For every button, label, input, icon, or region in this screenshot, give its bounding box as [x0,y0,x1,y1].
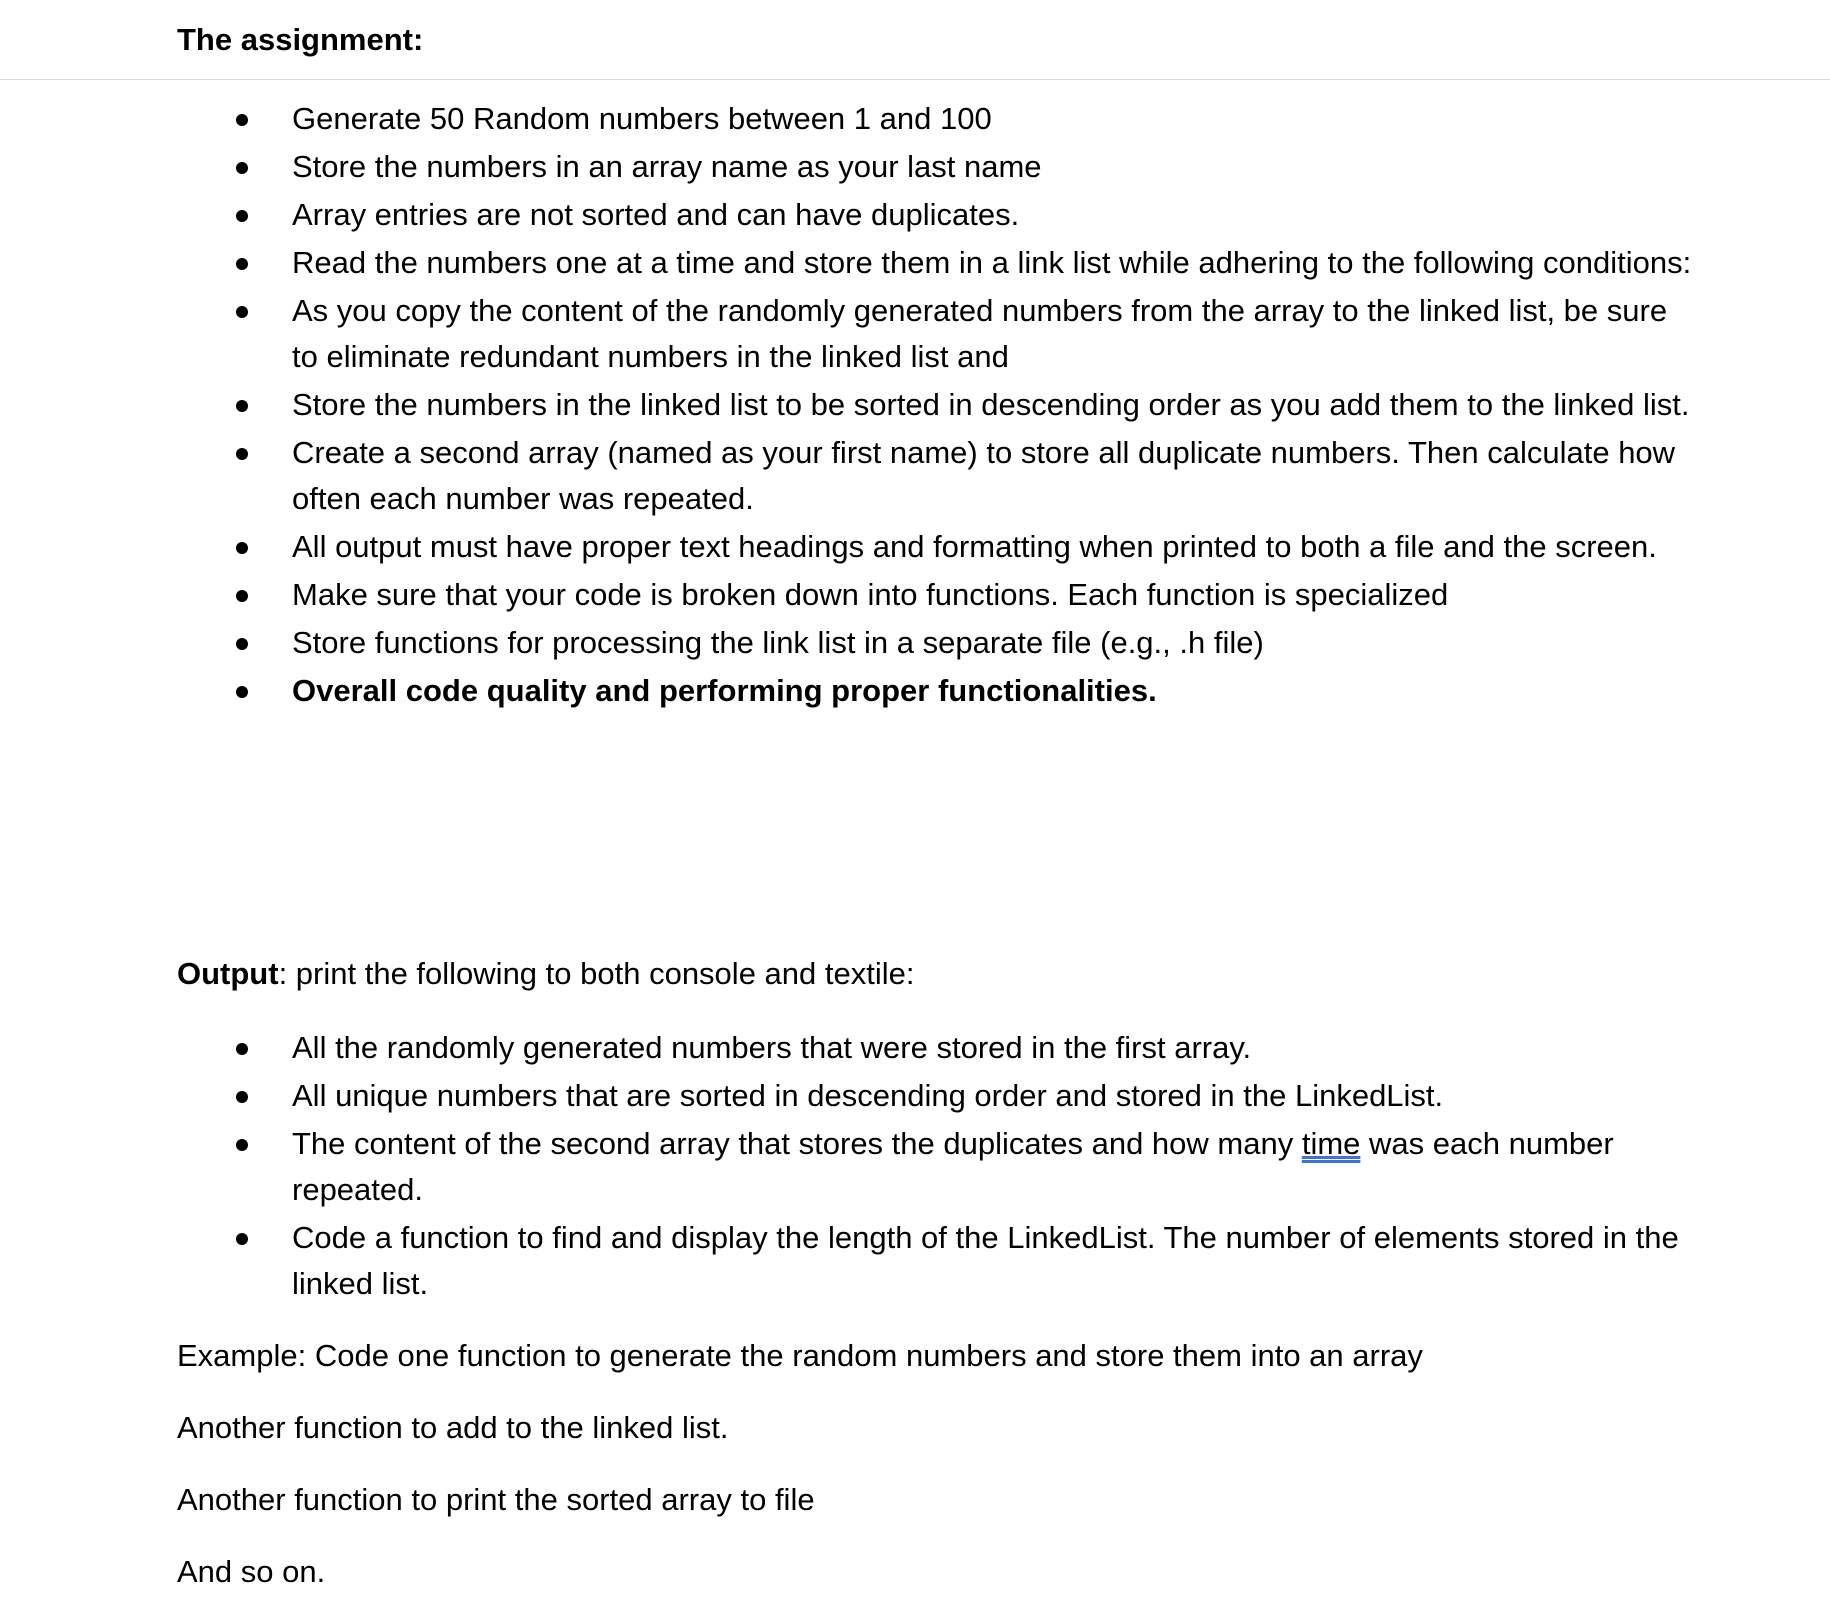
list-item [0,96,1692,142]
list-item [0,144,1692,190]
list-item-text: Store the numbers in an array name as your last name [292,149,1042,184]
list-item-text: Make sure that your code is broken down into functions. Each function is specialized [292,577,1449,612]
bullet-icon [236,590,248,602]
example-paragraph: Another function to print the sorted array to file [177,1482,815,1517]
list-item [0,1215,1692,1307]
list-item [0,524,1692,570]
list-item [0,1121,1692,1213]
list-item [0,430,1692,522]
list-item-text: Generate 50 Random numbers between 1 and 100 [292,101,992,136]
list-item [0,1073,1692,1119]
bullet-icon [236,114,248,126]
assignment-heading: The assignment: [177,22,424,57]
bullet-icon [236,306,248,318]
bullet-icon [236,400,248,412]
header-divider [0,79,1830,80]
list-item [0,572,1692,618]
list-item-text: Array entries are not sorted and can have duplicates. [292,197,1020,232]
bullet-icon [236,686,248,698]
list-item [0,240,1692,286]
bullet-icon [236,638,248,650]
list-item-text: Store the numbers in the linked list to be sorted in descending order as you add them to the linked list. [292,387,1690,422]
list-item-text: All unique numbers that are sorted in descending order and stored in the LinkedList. [292,1078,1444,1113]
example-paragraph: And so on. [177,1554,326,1589]
example-paragraph: Example: Code one function to generate the random numbers and store them into an array [177,1338,1423,1373]
output-heading [177,951,914,997]
output-label: Output [177,956,279,991]
bullet-icon [236,1043,248,1055]
list-item [0,668,1692,714]
list-item [0,192,1692,238]
list-item-text: Read the numbers one at a time and store them in a link list while adhering to the following conditions: [292,245,1692,280]
list-item [0,382,1692,428]
bullet-icon [236,258,248,270]
bullet-icon [236,162,248,174]
list-item-text: Overall code quality and performing proper functionalities. [292,673,1157,708]
list-item-text: Store functions for processing the link list in a separate file (e.g., .h file) [292,625,1264,660]
text-segment: was each number repeated. [292,1126,1614,1207]
output-list [0,1025,1830,1309]
text-segment: The content of the second array that stores the duplicates and how many [292,1126,1302,1161]
list-item-text [292,1126,1614,1207]
output-description: : print the following to both console and textile: [278,956,915,991]
list-item-text: All the randomly generated numbers that were stored in the first array. [292,1030,1252,1065]
list-item-text: Create a second array (named as your first name) to store all duplicate numbers. Then calculate how often each number was repeated. [292,435,1676,516]
list-item [0,620,1692,666]
list-item [0,1025,1692,1071]
list-item-text: As you copy the content of the randomly generated numbers from the array to the linked list, be sure to eliminate redundant numbers in the linked list and [292,293,1668,374]
example-paragraph: Another function to add to the linked list. [177,1410,729,1445]
bullet-icon [236,210,248,222]
assignment-list [0,96,1830,716]
bullet-icon [236,1233,248,1245]
grammar-flagged-word[interactable]: time [1301,1126,1361,1161]
bullet-icon [236,448,248,460]
bullet-icon [236,1139,248,1151]
bullet-icon [236,542,248,554]
bullet-icon [236,1091,248,1103]
list-item [0,288,1692,380]
list-item-text: Code a function to find and display the length of the LinkedList. The number of elements stored in the linked list. [292,1220,1679,1301]
list-item-text: All output must have proper text headings and formatting when printed to both a file and the screen. [292,529,1657,564]
